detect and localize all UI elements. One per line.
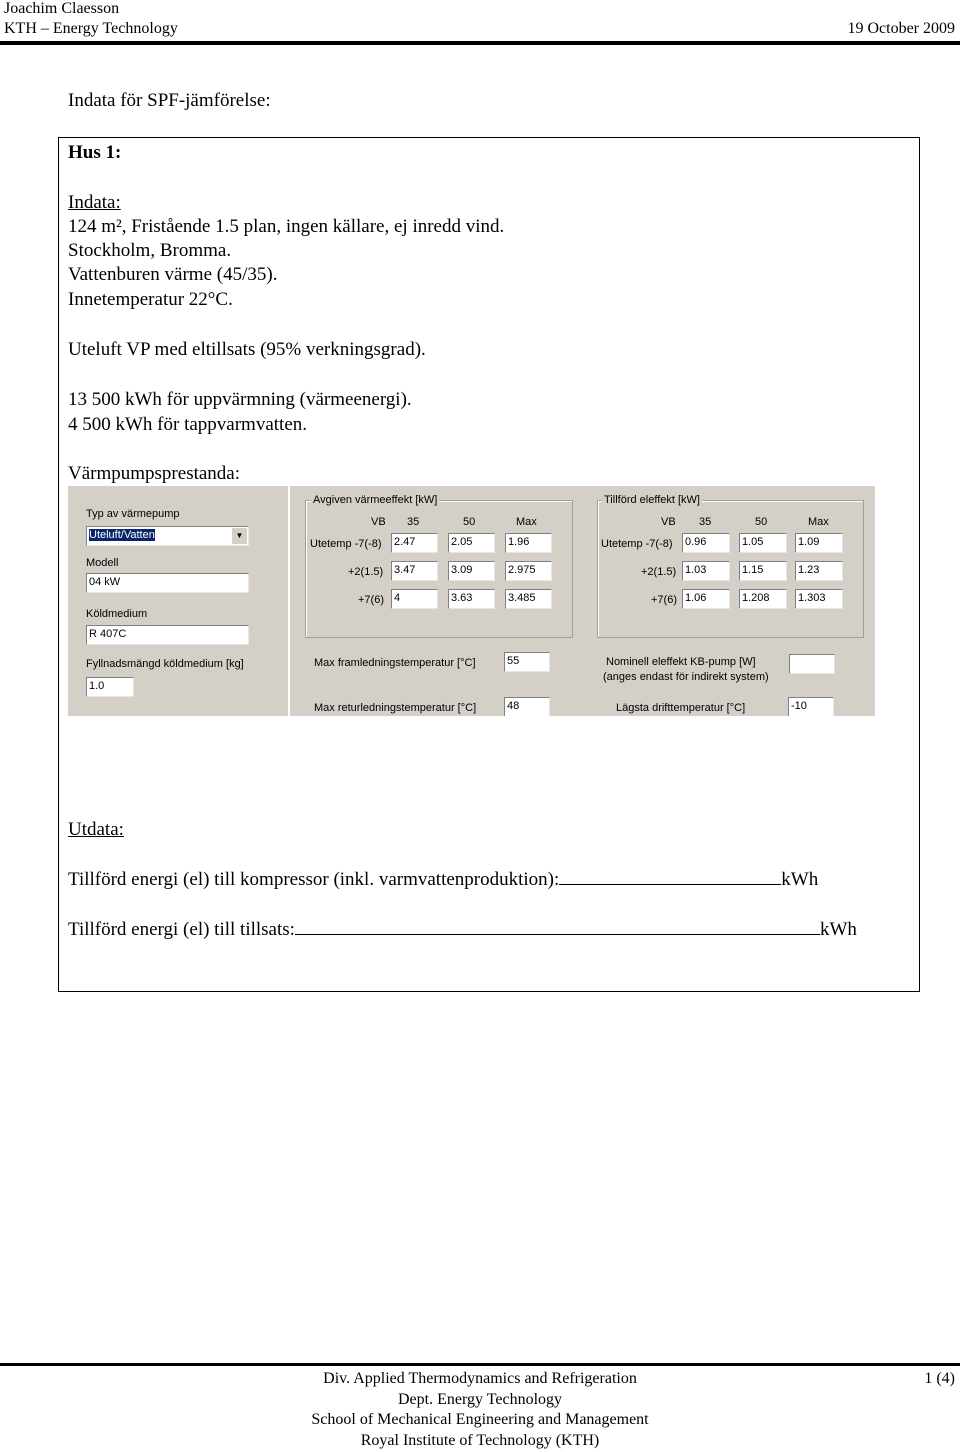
footer-rule — [0, 1363, 960, 1366]
footer-line-3: School of Mechanical Engineering and Management — [311, 1411, 649, 1428]
nominell-field[interactable] — [789, 654, 835, 674]
till-cell[interactable]: 0.96 — [682, 533, 730, 553]
avg-row-3: +7(6) — [358, 594, 384, 606]
output-2-label: Tillförd energi (el) till tillsats: — [68, 919, 295, 940]
kold-field[interactable]: R 407C — [86, 625, 249, 645]
till-col-max: Max — [808, 516, 829, 528]
till-cell[interactable]: 1.06 — [682, 589, 730, 609]
avg-col-max: Max — [516, 516, 537, 528]
max-retur-label: Max returledningstemperatur [°C] — [314, 702, 477, 714]
avg-cell[interactable]: 3.09 — [448, 561, 495, 581]
output-1-label: Tillförd energi (el) till kompressor (inkl. varmvattenproduktion): — [68, 869, 560, 890]
till-cell[interactable]: 1.303 — [795, 589, 843, 609]
till-col-vb: VB — [661, 516, 676, 528]
line-8: Värmpumpsprestanda: — [68, 463, 241, 484]
line-4: Innetemperatur 22°C. — [68, 289, 233, 310]
till-cell[interactable]: 1.23 — [795, 561, 843, 581]
author: Joachim Claesson — [4, 0, 120, 17]
modell-field[interactable]: 04 kW — [86, 573, 249, 593]
lagsta-label: Lägsta drifttemperatur [°C] — [616, 702, 746, 714]
fyll-label: Fyllnadsmängd köldmedium [kg] — [86, 658, 244, 670]
hus-title: Hus 1: — [68, 142, 122, 163]
max-retur-field[interactable]: 48 — [504, 697, 550, 716]
unit-2: kWh — [819, 919, 857, 940]
till-row-3: +7(6) — [651, 594, 677, 606]
avg-cell[interactable]: 3.47 — [391, 561, 438, 581]
line-1: 124 m², Fristående 1.5 plan, ingen källare, ej inredd vind. — [68, 216, 505, 237]
org: KTH – Energy Technology — [4, 20, 178, 37]
unit-1: kWh — [781, 869, 819, 890]
output-2 — [68, 917, 857, 941]
line-3: Vattenburen värme (45/35). — [68, 264, 278, 285]
till-cell[interactable]: 1.208 — [739, 589, 787, 609]
till-cell[interactable]: 1.15 — [739, 561, 787, 581]
avg-title: Avgiven värmeeffekt [kW] — [313, 494, 438, 506]
till-row-2: +2(1.5) — [641, 566, 677, 578]
kold-label: Köldmedium — [86, 608, 148, 620]
footer-line-2: Dept. Energy Technology — [397, 1391, 563, 1408]
typ-label: Typ av värmepump — [86, 508, 180, 520]
output-1 — [68, 867, 818, 891]
nominell-label: Nominell eleffekt KB-pump [W] — [606, 656, 756, 668]
avg-cell[interactable]: 3.63 — [448, 589, 495, 609]
answer-line-2[interactable] — [295, 917, 820, 935]
line-6: 13 500 kWh för uppvärmning (värmeenergi). — [68, 389, 412, 410]
answer-line-1[interactable] — [559, 867, 781, 885]
lagsta-field[interactable]: -10 — [788, 697, 834, 716]
max-fram-label: Max framledningstemperatur [°C] — [314, 657, 476, 669]
typ-select[interactable] — [86, 526, 249, 546]
chevron-down-icon[interactable]: ▼ — [232, 528, 247, 544]
avg-cell[interactable]: 3.485 — [505, 589, 552, 609]
separator — [288, 486, 290, 716]
till-cell[interactable]: 1.09 — [795, 533, 843, 553]
indata-label: Indata: — [68, 192, 121, 213]
avg-cell[interactable]: 2.05 — [448, 533, 495, 553]
max-fram-field[interactable]: 55 — [504, 652, 550, 672]
gui-screenshot — [68, 486, 875, 716]
avg-col-vb: VB — [371, 516, 386, 528]
till-row-1: Utetemp -7(-8) — [601, 538, 673, 550]
avg-cell[interactable]: 1.96 — [505, 533, 552, 553]
line-7: 4 500 kWh för tappvarmvatten. — [68, 414, 308, 435]
avg-row-1: Utetemp -7(-8) — [310, 538, 382, 550]
till-cell[interactable]: 1.03 — [682, 561, 730, 581]
fyll-field[interactable]: 1.0 — [86, 677, 134, 697]
date: 19 October 2009 — [847, 20, 955, 37]
page-number: 1 (4) — [924, 1370, 955, 1387]
till-cell[interactable]: 1.05 — [739, 533, 787, 553]
footer-line-4: Royal Institute of Technology (KTH) — [360, 1432, 600, 1449]
typ-value: Uteluft/Vatten — [89, 529, 155, 541]
avg-col-50: 50 — [463, 516, 476, 528]
avg-cell[interactable]: 4 — [391, 589, 438, 609]
line-2: Stockholm, Bromma. — [68, 240, 232, 261]
avg-cell[interactable]: 2.47 — [391, 533, 438, 553]
line-5: Uteluft VP med eltillsats (95% verkningsgrad). — [68, 339, 426, 360]
avg-col-35: 35 — [407, 516, 420, 528]
modell-label: Modell — [86, 557, 119, 569]
avg-cell[interactable]: 2.975 — [505, 561, 552, 581]
footer-line-1: Div. Applied Thermodynamics and Refrigeration — [323, 1370, 637, 1387]
till-col-50: 50 — [755, 516, 768, 528]
till-title: Tillförd eleffekt [kW] — [604, 494, 700, 506]
nominell-sub: (anges endast för indirekt system) — [603, 671, 769, 683]
header-rule — [0, 41, 960, 45]
till-col-35: 35 — [699, 516, 712, 528]
heading: Indata för SPF-jämförelse: — [68, 90, 271, 111]
utdata-label: Utdata: — [68, 819, 124, 840]
avg-row-2: +2(1.5) — [348, 566, 384, 578]
